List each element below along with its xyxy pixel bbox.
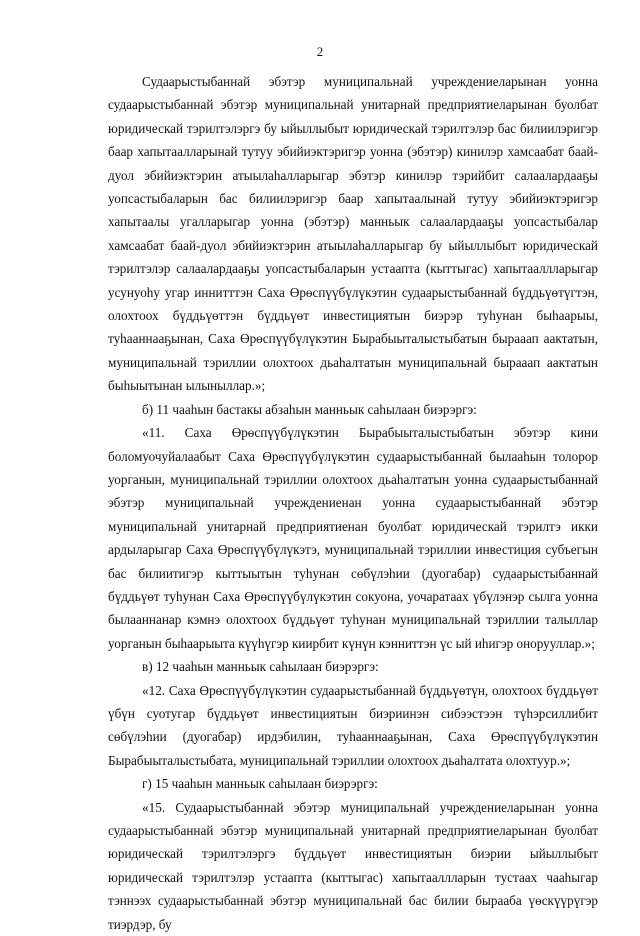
amendment-b-intro: б) 11 чааһын бастакы абзаһын манньык саһылаан биэрэргэ:: [142, 401, 477, 417]
paragraph-12: «12. Саха Өрөспүүбүлүкэтин судаарыстыбаннай бүддьүөтүн, олохтоох бүддьүөт үбүн суотугар бүддьүөт инвестициятын биэриинэн сибээстээн түһэрсиллибит сөбүлэһии (дуогабар) ирдэбилин, туһааннааҕынан, Саха Өрөспүүбүлүкэтин Бырабыыталыстыбата, муниципальнай тэриллии олохтоох дьаһалтата олохтуур.»;: [108, 682, 598, 768]
document-body: [108, 70, 598, 936]
paragraph-15: «15. Судаарыстыбаннай эбэтэр муниципальнай учреждениеларынан уонна судаарыстыбаннай эбэтэр муниципальнай унитарнай предприятиеларынан буолбат юридическай тэрилтэлэргэ бүддьүөт инвестициятын биэрии ыйыллыбыт юридическай тэрилтэлэр устаапта (кыттыгас) хапытааллларын тустаах чааһыгар тэннээх судаарыстыбаннай эбэтэр муниципальнай бас билии бырааба үөскүүрүгэр тиэрдэр, бу: [108, 799, 598, 932]
page-number: 2: [316, 44, 324, 59]
paragraph-capital-investment: Судаарыстыбаннай эбэтэр муниципальнай учреждениеларынан уонна судаарыстыбаннай эбэтэр муниципальнай унитарнай предприятиеларынан буолбат юридическай тэрилтэлэргэ бу ыйыллыбыт юридическай тэрилтэлэр бас билиилэригэр баар хапытаалларынай тутуу эбийиэктэригэр уонна (эбэтэр) кинилэр хамсаабат баай-дуол эбийиэктэрин атыылаһалларыгар эбэтэр кинилэр тэрийбит салаалардааҕы уопсастыбаларын бас билиилэригэр баар хапытаалынай тутуу эбийиэктэригэр хапытаалы угалларыгар уонна (эбэтэр) манньык салаалардааҕы уопсастыбалар хамсаабат баай-дуол эбийиэктэрин атыылаһалларыгар бу ыйыллыбыт юридическай тэрилтэлэр салаалардааҕы уопсастыбаларын устаапта (кыттыгас) хапытааллларыгар усунуоһу угар иннитттэн Саха Өрөспүүбүлүкэтин судаарыстыбаннай бүддьүөтүгтэн, олохтоох бүддьүөттэн бүддьүөт инвестициятын биэрэр туһунан быһаарыы, туһааннааҕынан, Саха Өрөспүүбүлүкэтин Бырабыыталыстыбатын бырааап аактатын, муниципальнай тэриллии олохтоох дьаһалтатын муниципальнай бырааап аактатын быһыытынан ылыныллар.»;: [108, 74, 598, 394]
amendment-g-intro: г) 15 чааһын манньык саһылаан биэрэргэ:: [142, 776, 378, 792]
paragraph-11: «11. Саха Өрөспүүбүлүкэтин Бырабыыталыстыбатын эбэтэр кини боломуочуйалаабыт Саха Өрөспүүбүлүкэтин судаарыстыбаннай былааһын толорор уорганын, муниципальнай тэриллии олохтоох дьаһалтатын уонна судаарыстыбаннай эбэтэр муниципальнай учреждениенан уонна судаарыстыбаннай эбэтэр муниципальнай унитарнай предприятиенан буолбат юридическай тэрилтэ икки ардыларыгар Саха Өрөспүүбүлүкэтэ, муниципальнай тэриллии инвестиция субъегын бас билиитигэр кыттыытын туһунан сөбүлэһии (дуогабар) судаарыстыбаннай бүддьүөт туһунан Саха Өрөспүүбүлүкэтин сокуона, уочаратаах үбүлэнэр сылга уонна былааннанар кэмнэ олохтоох бүддьүөт туһунан муниципальнай тэриллии талыллар уорганын быһаарыыта күүһүгэр киирбит күнүн кэнниттэн үс ый иһигэр онорууллар.»;: [108, 425, 598, 651]
amendment-v-intro: в) 12 чааһын манньык саһылаан биэрэргэ:: [142, 659, 379, 675]
